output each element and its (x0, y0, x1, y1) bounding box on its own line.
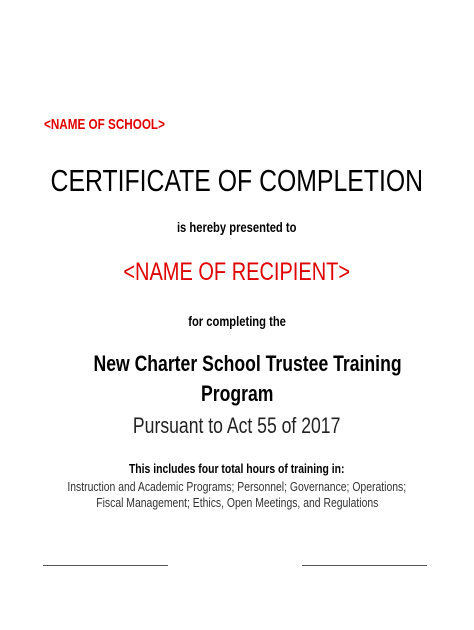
program-title-line1: New Charter School Trustee Training (93, 351, 403, 376)
completing-row (0, 313, 474, 331)
school-name: <NAME OF SCHOOL> (44, 116, 165, 133)
certificate-title: CERTIFICATE OF COMPLETION (50, 163, 424, 198)
signature-line-right (302, 565, 427, 566)
training-areas-line2: Fiscal Management; Ethics, Open Meetings, and Regulations (95, 495, 379, 510)
program-title-line2: Program (200, 381, 274, 406)
training-intro: This includes four total hours of training in: (129, 461, 345, 476)
recipient-name: <NAME OF RECIPIENT> (123, 258, 351, 286)
signature-line-left (43, 565, 168, 566)
presented-text: is hereby presented to (177, 219, 297, 235)
program-row-2 (0, 381, 474, 407)
recipient-row (0, 258, 474, 287)
training-areas-line1: Instruction and Academic Programs; Personnel; Governance; Operations; (67, 479, 407, 494)
areas-row-2 (0, 494, 474, 512)
includes-row (0, 460, 474, 478)
program-row-1 (0, 351, 474, 377)
completing-text: for completing the (188, 313, 286, 329)
title-row (0, 163, 474, 199)
presented-row (0, 219, 474, 237)
pursuant-row (0, 413, 474, 439)
pursuant-text: Pursuant to Act 55 of 2017 (133, 413, 341, 438)
